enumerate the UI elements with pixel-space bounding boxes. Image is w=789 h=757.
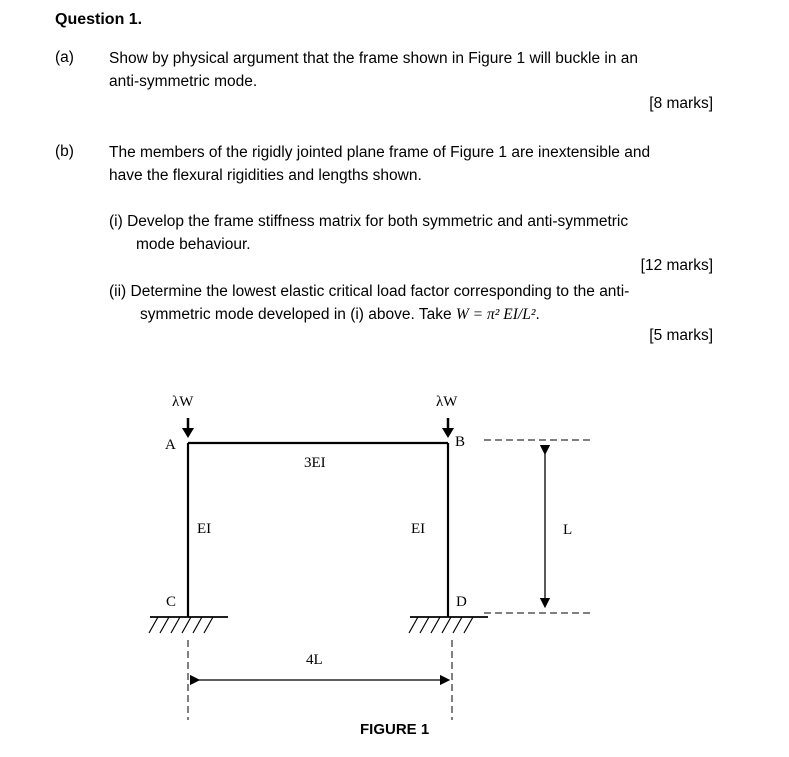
left-column-rigidity-label: EI xyxy=(197,521,212,537)
part-a-marks: [8 marks] xyxy=(649,95,713,112)
part-b-ii-line-2-text: symmetric mode developed in (i) above. Take xyxy=(140,306,456,323)
part-a-label: (a) xyxy=(55,49,74,66)
node-a-label: A xyxy=(165,437,176,453)
part-b-line-2: have the flexural rigidities and lengths shown. xyxy=(109,167,422,184)
part-a-line-2: anti-symmetric mode. xyxy=(109,73,258,90)
figure-caption: FIGURE 1 xyxy=(360,721,430,738)
part-b-i-line-1: (i) Develop the frame stiffness matrix for both symmetric and anti-symmetric xyxy=(109,213,629,230)
part-a-line-1: Show by physical argument that the frame shown in Figure 1 will buckle in an xyxy=(109,50,638,67)
load-arrow-left-icon xyxy=(182,418,194,438)
load-left-label: λW xyxy=(172,394,194,410)
node-d-label: D xyxy=(456,594,467,610)
load-arrow-right-icon xyxy=(442,418,454,438)
question-title: Question 1. xyxy=(55,11,143,28)
part-b-label: (b) xyxy=(55,143,74,160)
beam-rigidity-label: 3EI xyxy=(304,455,326,471)
node-b-label: B xyxy=(455,434,466,450)
part-b-i-marks: [12 marks] xyxy=(640,257,713,274)
right-column-rigidity-label: EI xyxy=(411,521,426,537)
fixed-support-d-icon xyxy=(409,617,488,633)
span-dimension-label: 4L xyxy=(306,652,323,668)
part-b-ii-line-2-end: . xyxy=(535,306,540,323)
part-b-i-line-2: mode behaviour. xyxy=(136,236,251,253)
part-b-ii-line-1: (ii) Determine the lowest elastic critical load factor corresponding to the anti- xyxy=(109,283,630,300)
part-b-line-1: The members of the rigidly jointed plane frame of Figure 1 are inextensible and xyxy=(109,144,651,161)
part-b-ii-marks: [5 marks] xyxy=(649,327,713,344)
load-right-label: λW xyxy=(436,394,458,410)
node-c-label: C xyxy=(166,594,177,610)
load-formula: W = π² EI/L² xyxy=(455,306,536,323)
fixed-support-c-icon xyxy=(149,617,228,633)
height-dimension-label: L xyxy=(563,522,573,538)
